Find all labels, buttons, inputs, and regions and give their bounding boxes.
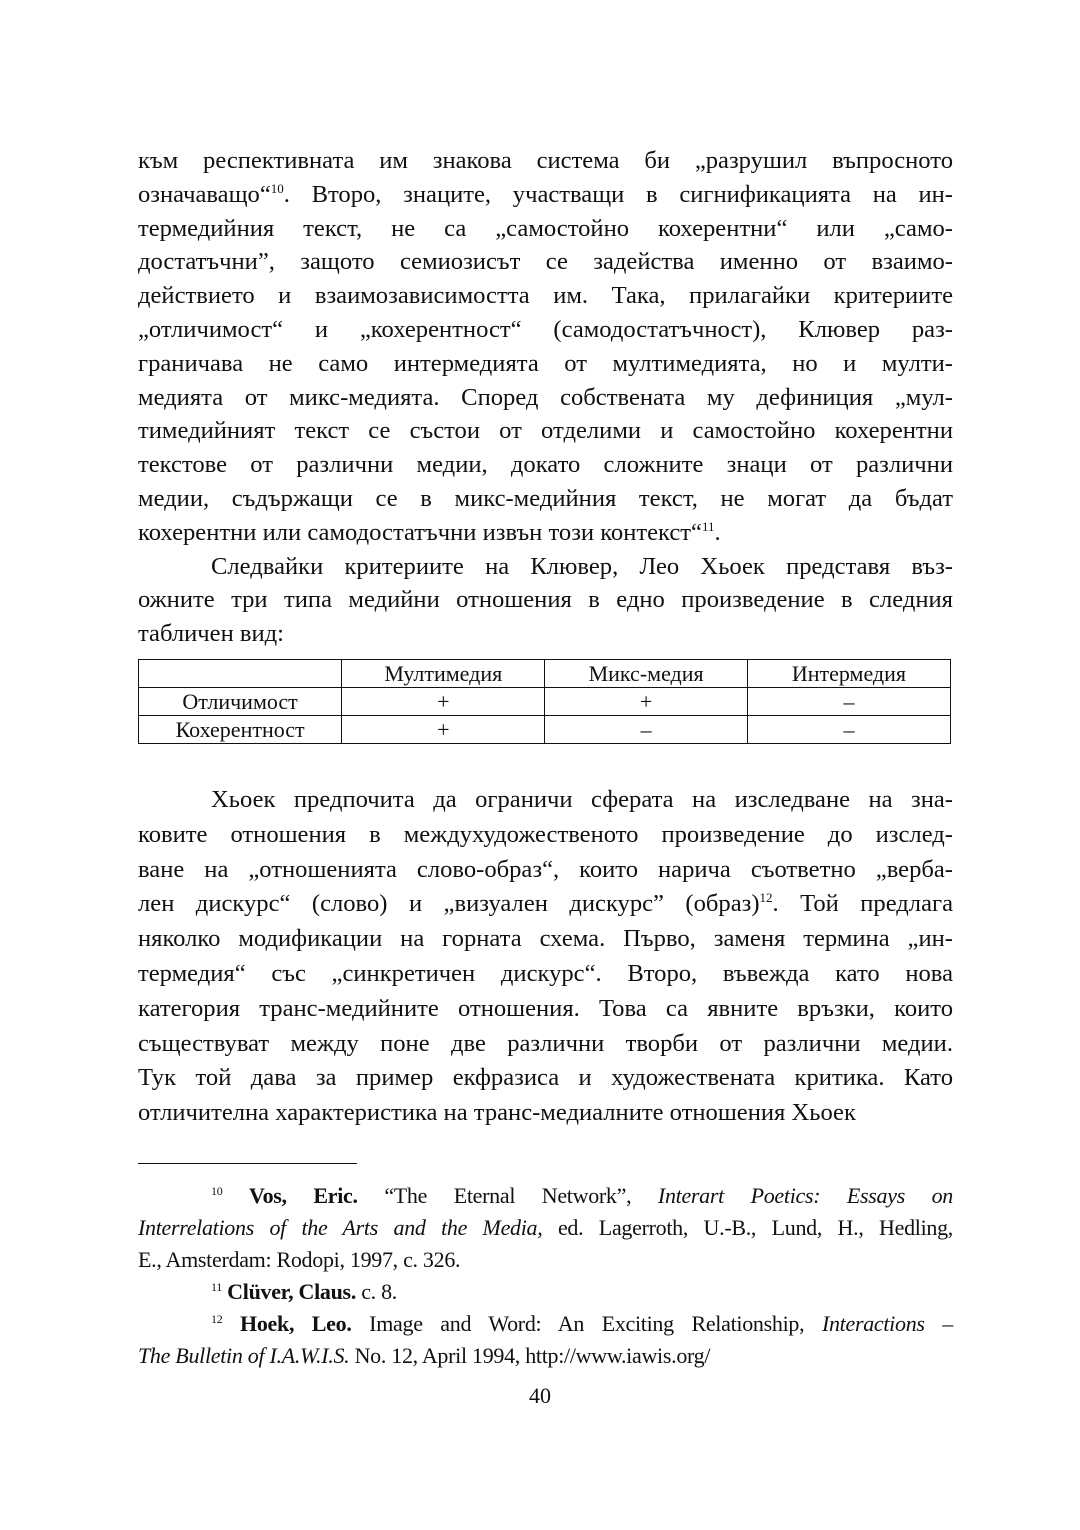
text-line <box>138 313 953 347</box>
table-cell: + <box>342 687 545 715</box>
media-relations-table <box>138 659 951 744</box>
footnote-line <box>138 1244 953 1276</box>
title-italic: The Bulletin of I.A.W.I.S. <box>138 1343 350 1368</box>
table-cell: – <box>747 687 950 715</box>
footnote-ref: 12 <box>759 890 773 906</box>
table-cell: + <box>545 687 748 715</box>
text-line <box>138 992 953 1027</box>
text-line <box>138 783 953 818</box>
text-line <box>138 617 953 651</box>
text-run: Image and Word: An Exciting Relationship, <box>351 1311 822 1336</box>
text-run: с. 8. <box>356 1279 397 1304</box>
text-line <box>138 550 953 584</box>
row-header: Кохерентност <box>139 715 342 743</box>
column-header: Мултимедия <box>342 659 545 687</box>
text-line <box>138 212 953 246</box>
text-line <box>138 279 953 313</box>
text-line <box>138 887 953 922</box>
column-header: Интермедия <box>747 659 950 687</box>
table-cell: – <box>747 715 950 743</box>
text-run: към респективната им знакова система би „разрушил въпросното <box>138 147 953 174</box>
author-name: Hoek, Leo. <box>240 1311 352 1336</box>
text-run: термедия“ със „синкретичен дискурс“. Второ, въвежда като нова <box>138 959 953 987</box>
text-run: “The Eternal Network”, <box>357 1183 658 1208</box>
text-run: E., Amsterdam: Rodopi, 1997, с. 326. <box>138 1247 461 1272</box>
author-name: Vos, Eric. <box>249 1183 358 1208</box>
column-header <box>139 659 342 687</box>
text-line <box>138 414 953 448</box>
table-row <box>139 715 951 743</box>
text-run: категория транс-медийните отношения. Това са явните връзки, които <box>138 994 953 1022</box>
text-run: . Второ, знаците, участващи в сигнификацията на ин- <box>283 180 953 208</box>
column-header: Микс-медия <box>545 659 748 687</box>
table-header-row <box>139 659 951 687</box>
footnote-divider <box>138 1163 357 1164</box>
text-line <box>138 516 953 550</box>
footnote-line <box>138 1340 953 1372</box>
title-italic: Interart Poetics: Essays on <box>657 1183 953 1208</box>
text-run: лен дискурс“ (слово) и „визуален дискурс” (образ) <box>138 890 760 918</box>
text-line <box>138 245 953 279</box>
table-cell: + <box>342 715 545 743</box>
text-line <box>138 347 953 381</box>
text-line <box>138 853 953 888</box>
text-run: термедийния текст, не са „самостойно кохерентни“ или „само- <box>138 214 953 242</box>
footnote-ref: 11 <box>211 1280 222 1294</box>
text-line <box>138 922 953 957</box>
text-run: означаващо“ <box>138 180 271 208</box>
text-run: текстове от различни медии, докато сложните знаци от различни <box>138 451 953 479</box>
text-run: ed. Lagerroth, U.-B., Lund, H., Hedling, <box>542 1215 953 1240</box>
text-run: съществуват между поне две различни творби от различни медии. <box>138 1029 953 1057</box>
text-run: ване на „отношенията слово-образ“, които нарича съответно „верба- <box>138 855 953 883</box>
text-run <box>222 1311 240 1336</box>
text-run: достатъчни”, защото семиозисът се задейства именно от взаимо- <box>138 248 953 276</box>
text-run: граничава не само интермедията от мултимедията, но и мулти- <box>138 349 953 377</box>
text-run: . Той предлага <box>772 890 953 918</box>
text-line <box>138 583 953 617</box>
title-italic: Interrelations of the Arts and the Media, <box>138 1215 543 1240</box>
footnote-ref: 12 <box>211 1312 223 1326</box>
footnotes <box>138 1180 953 1372</box>
text-line <box>138 381 953 415</box>
footnote-ref: 11 <box>701 518 715 534</box>
text-run: . <box>714 518 721 546</box>
text-line <box>138 448 953 482</box>
text-run: „отличимост“ и „кохерентност“ (самодостатъчност), Клювер раз- <box>138 315 953 343</box>
text-run: ковите отношения в междухудожественото произведение до изслед- <box>138 820 953 848</box>
paragraph-2 <box>138 550 953 651</box>
text-run: Хьоек предпочита да ограничи сферата на изследване на зна- <box>211 785 953 813</box>
text-run: No. 12, April 1994, http://www.iawis.org/ <box>349 1343 711 1368</box>
title-italic: Interactions <box>821 1311 925 1336</box>
author-name: Clüver, Claus. <box>227 1279 357 1304</box>
text-line <box>138 1096 953 1131</box>
text-run: тимедийният текст се състои от отделими и самостойно кохерентни <box>138 417 953 445</box>
table-cell: – <box>545 715 748 743</box>
footnote-line <box>138 1212 953 1244</box>
text-line <box>138 818 953 853</box>
text-run: – <box>924 1311 953 1336</box>
page-number: 40 <box>529 1383 551 1408</box>
text-line <box>138 178 953 212</box>
text-line <box>138 1061 953 1096</box>
footnote-ref: 10 <box>211 1184 223 1198</box>
text-line <box>138 482 953 516</box>
text-run: ожните три типа медийни отношения в едно произведение в следния <box>138 586 953 614</box>
table-row <box>139 687 951 715</box>
text-run: медии, съдържащи се в микс-медийния текст, не могат да бъдат <box>138 484 953 512</box>
text-run: медията от микс-медията. Според собствената му дефиниция „мул- <box>138 383 953 411</box>
text-run: Следвайки критериите на Клювер, Лео Хьоек представя въз- <box>211 552 953 580</box>
footnote-ref: 10 <box>270 180 284 196</box>
text-run: табличен вид: <box>138 620 285 648</box>
text-run <box>222 1183 249 1208</box>
footnote-line <box>138 1276 953 1308</box>
text-run: няколко модификации на горната схема. Първо, заменя термина „ин- <box>138 925 953 953</box>
row-header: Отличимост <box>139 687 342 715</box>
paragraph-1 <box>138 144 953 550</box>
footnote-line <box>138 1308 953 1340</box>
text-line <box>138 144 953 178</box>
text-line <box>138 1027 953 1062</box>
footnote-line <box>138 1180 953 1212</box>
page-body <box>138 144 953 1131</box>
paragraph-3 <box>138 783 953 1131</box>
text-run: действието и взаимозависимостта им. Така, прилагайки критериите <box>138 282 953 310</box>
text-run: отличителна характеристика на транс-медиалните отношения Хьоек <box>138 1099 856 1127</box>
text-run: Тук той дава за пример екфразиса и художествената критика. Като <box>138 1064 953 1092</box>
text-run: кохерентни или самодостатъчни извън този контекст“ <box>138 518 702 546</box>
text-line <box>138 957 953 992</box>
